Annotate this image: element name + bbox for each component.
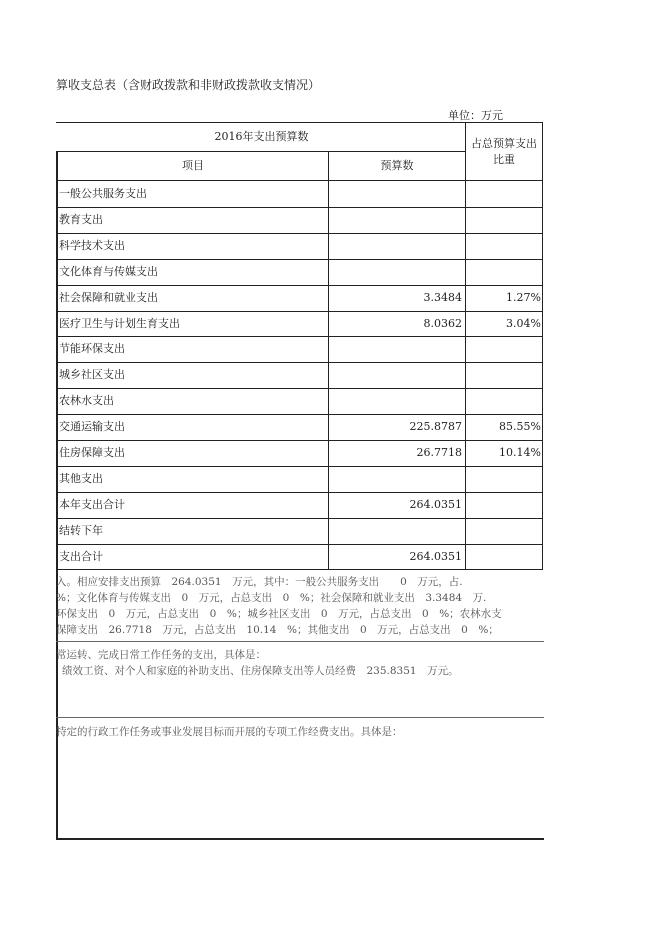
row-divider xyxy=(56,362,543,363)
row-divider xyxy=(56,233,543,234)
header-item: 项目 xyxy=(182,159,204,172)
row-budget: 26.7718 xyxy=(416,446,462,459)
row-item: 社会保障和就业支出 xyxy=(59,290,158,304)
row-divider xyxy=(56,285,543,286)
row-item: 交通运输支出 xyxy=(59,420,125,434)
row-ratio: 1.27% xyxy=(506,290,541,304)
row-item: 结转下年 xyxy=(59,523,103,537)
row-budget: 3.3484 xyxy=(423,290,462,304)
table-right-border xyxy=(542,122,543,569)
row-item: 科学技术支出 xyxy=(59,238,125,252)
row-budget: 264.0351 xyxy=(409,497,462,511)
table-title: 算收支总表（含财政拨款和非财政拨款收支情况） xyxy=(56,78,321,92)
row-item: 文化体育与传媒支出 xyxy=(59,264,158,278)
row-divider xyxy=(56,388,543,389)
header-bottom-border xyxy=(56,180,543,181)
header-group: 2016年支出预算数 xyxy=(214,130,309,143)
row-item: 本年支出合计 xyxy=(59,497,125,511)
row-divider xyxy=(56,207,543,208)
row-ratio: 85.55% xyxy=(499,420,541,434)
row-divider xyxy=(56,544,543,545)
row-item: 一般公共服务支出 xyxy=(59,187,147,200)
bottom-border xyxy=(56,838,544,840)
summary-line-4: 保障支出 26.7718 万元，占总支出 10.14 %；其他支出 0 万元，占总支出 0 %； xyxy=(56,624,499,636)
row-item: 其他支出 xyxy=(59,471,103,485)
summary-line-3: 环保支出 0 万元，占总支出 0 %；城乡社区支出 0 万元，占总支出 0 %；农林水支 xyxy=(56,608,502,620)
row-item: 城乡社区支出 xyxy=(59,368,125,382)
row-budget: 8.0362 xyxy=(423,316,462,330)
row-divider xyxy=(56,518,543,519)
basic-divider xyxy=(56,717,544,718)
row-budget: 264.0351 xyxy=(409,549,462,563)
row-item: 节能环保支出 xyxy=(59,342,125,356)
row-ratio: 10.14% xyxy=(499,446,541,459)
row-divider xyxy=(56,414,543,415)
table-top-border xyxy=(56,122,543,123)
row-budget: 225.8787 xyxy=(409,420,462,434)
row-item: 支出合计 xyxy=(59,549,103,563)
row-item: 住房保障支出 xyxy=(59,446,125,459)
header-ratio: 占总预算支出比重 xyxy=(471,137,537,166)
unit-label: 单位：万元 xyxy=(448,109,503,122)
header-budget: 预算数 xyxy=(380,159,414,172)
row-item: 教育支出 xyxy=(59,212,103,226)
summary-line-2: %；文化体育与传媒支出 0 万元，占总支出 0 %；社会保障和就业支出 3.3484 万. xyxy=(56,592,487,604)
basic-line-1: 常运转、完成日常工作任务的支出，具体是： xyxy=(56,649,266,661)
basic-line-2: 绩效工资、对个人和家庭的补助支出、住房保障支出等人员经费 235.8351 万元。 xyxy=(62,665,459,677)
header-sub-border xyxy=(56,151,465,152)
summary-divider xyxy=(56,641,544,642)
col-divider-2 xyxy=(465,122,466,569)
row-divider xyxy=(56,311,543,312)
col-divider-1 xyxy=(328,151,329,569)
row-divider xyxy=(56,569,543,570)
row-divider xyxy=(56,259,543,260)
row-divider xyxy=(56,440,543,441)
row-ratio: 3.04% xyxy=(506,316,541,330)
row-divider xyxy=(56,492,543,493)
row-item: 医疗卫生与计划生育支出 xyxy=(59,316,180,330)
row-item: 农林水支出 xyxy=(59,394,114,408)
summary-line-1: 入。相应安排支出预算 264.0351 万元，其中：一般公共服务支出 0 万元，占. xyxy=(56,576,463,588)
project-line-1: 特定的行政工作任务或事业发展目标而开展的专项工作经费支出。具体是： xyxy=(56,726,403,738)
row-divider xyxy=(56,466,543,467)
row-divider xyxy=(56,336,543,337)
